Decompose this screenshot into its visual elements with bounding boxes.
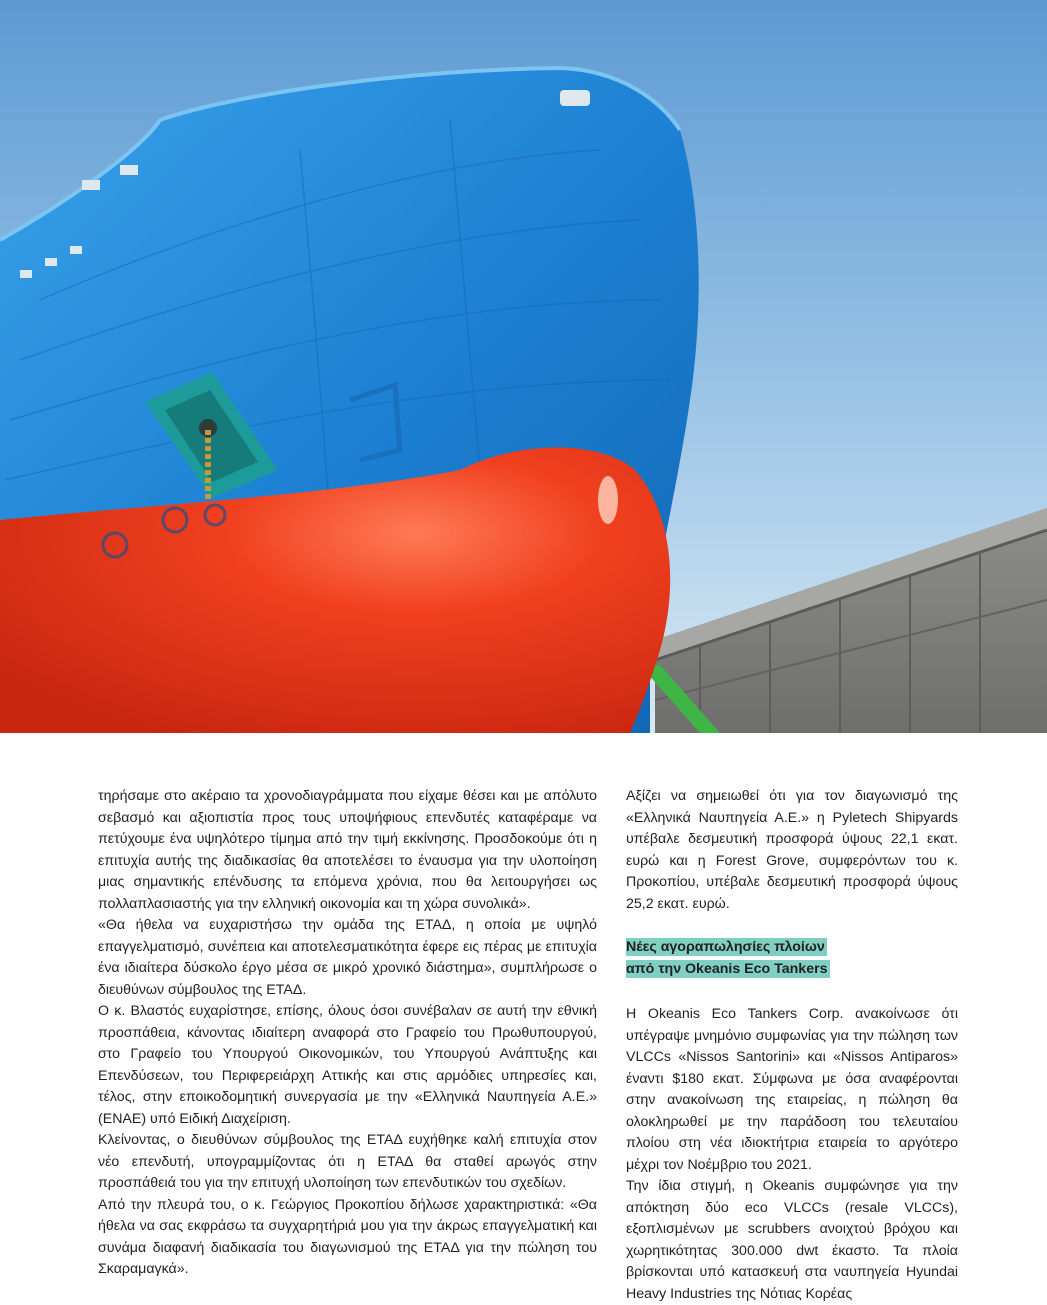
body-paragraph: τηρήσαμε στο ακέραιο τα χρονοδιαγράμματα που είχαμε θέσει και με απόλυτο σεβασμό και αξιοπιστία προς τους υποψήφιους επενδυτές καταφέραμε να πετύχουμε ένα υψηλότερο τίμημα από την τιμή εκκίνησης. Προσδοκούμε ότι η επιτυχία αυτής της διαδικασίας θα αποτελέσει το έναυσμα για την υλοποίηση μιας σημαντικής επένδυσης τα επόμενα χρόνια, που θα λειτουργήσει ως πολλαπλασιαστής για την ελληνική οικονομία και τη χώρα συνολικά». [98,788,597,912]
body-paragraph: Την ίδια στιγμή, η Okeanis συμφώνησε για την απόκτηση δύο eco VLCCs (resale VLCCs), εξοπλισμένων με scrubbers ανοιχτού βρόχου και χωρητικότητας 300.000 dwt έκαστο. Τα πλοία βρίσκονται υπό κατασκευή στα ναυπηγεία Hyundai Heavy Industries της Νότιας Κορέας [626,1178,958,1302]
body-paragraph: Ο κ. Βλαστός ευχαρίστησε, επίσης, όλους όσοι συνέβαλαν σε αυτή την εθνική προσπάθεια, κάνοντας ιδιαίτερη αναφορά στο Γραφείο του Πρωθυπουργού, στο Γραφείο του Υπουργού Οικονομικών, του Υπουργού Ανάπτυξης και Επενδύσεων, του Περιφερειάρχη Αττικής και στις αρμόδιες υπηρεσίες και, τέλος, στην εποικοδομητική συνεργασία με την «Ελληνικά Ναυπηγεία Α.Ε.» (ΕΝΑΕ) υπό Ειδική Διαχείριση. [98,1003,597,1127]
section-heading [626,936,958,980]
right-text-column [626,786,958,1305]
section-heading-line2: από την Okeanis Eco Tankers [626,961,828,977]
body-paragraph: Κλείνοντας, ο διευθύνων σύμβουλος της ΕΤΑΔ ευχήθηκε καλή επιτυχία στον νέο επενδυτή, υπογραμμίζοντας ότι η ΕΤΑΔ θα σταθεί αρωγός στην προσπάθειά του για την επιτυχή υλοποίηση των επενδυτικών του σχεδίων. [98,1132,597,1191]
section-heading-line1: Νέες αγοραπωλησίες πλοίων [626,939,825,955]
body-paragraph: Από την πλευρά του, ο κ. Γεώργιος Προκοπίου δήλωσε χαρακτηριστικά: «Θα ήθελα να σας εκφράσω τα συγχαρητήριά μου για την άκρως επαγγελματική και συνάμα διαφανή διαδικασία του διαγωνισμού της ΕΤΑΔ για την πώληση του Σκαραμαγκά». [98,1196,597,1277]
body-paragraph: Η Okeanis Eco Tankers Corp. ανακοίνωσε ότι υπέγραψε μνημόνιο συμφωνίας για την πώληση των VLCCs «Nissos Santorini» και «Nissos Antiparos» έναντι $180 εκατ. Σύμφωνα με όσα αναφέρονται στην ανακοίνωση της εταιρείας, η πώληση θα ολοκληρωθεί με την παράδοση του τελευταίου πλοίου στη νέα ιδιοκτήτρια εταιρεία το αργότερο μέχρι τον Νοέμβριο του 2021. [626,1006,958,1173]
body-paragraph: «Θα ήθελα να ευχαριστήσω την ομάδα της ΕΤΑΔ, η οποία με υψηλό επαγγελματισμό, συνέπεια και αποτελεσματικότητα έφερε εις πέρας με επιτυχία ένα ιδιαίτερα δύσκολο έργο μέσα σε μικρό χρονικό διάστημα», συμπλήρωσε ο διευθύνων σύμβουλος της ΕΤΑΔ. [98,917,597,998]
left-text-column [98,786,597,1281]
intro-paragraph: Αξίζει να σημειωθεί ότι για τον διαγωνισμό της «Ελληνικά Ναυπηγεία Α.Ε.» η Pyletech Shipyards υπέβαλε δεσμευτική προσφορά ύψους 22,1 εκατ. ευρώ και η Forest Grove, συμφερόντων του κ. Προκοπίου, υπέβαλε δεσμευτική προσφορά ύψους 25,2 εκατ. ευρώ. [626,788,958,912]
